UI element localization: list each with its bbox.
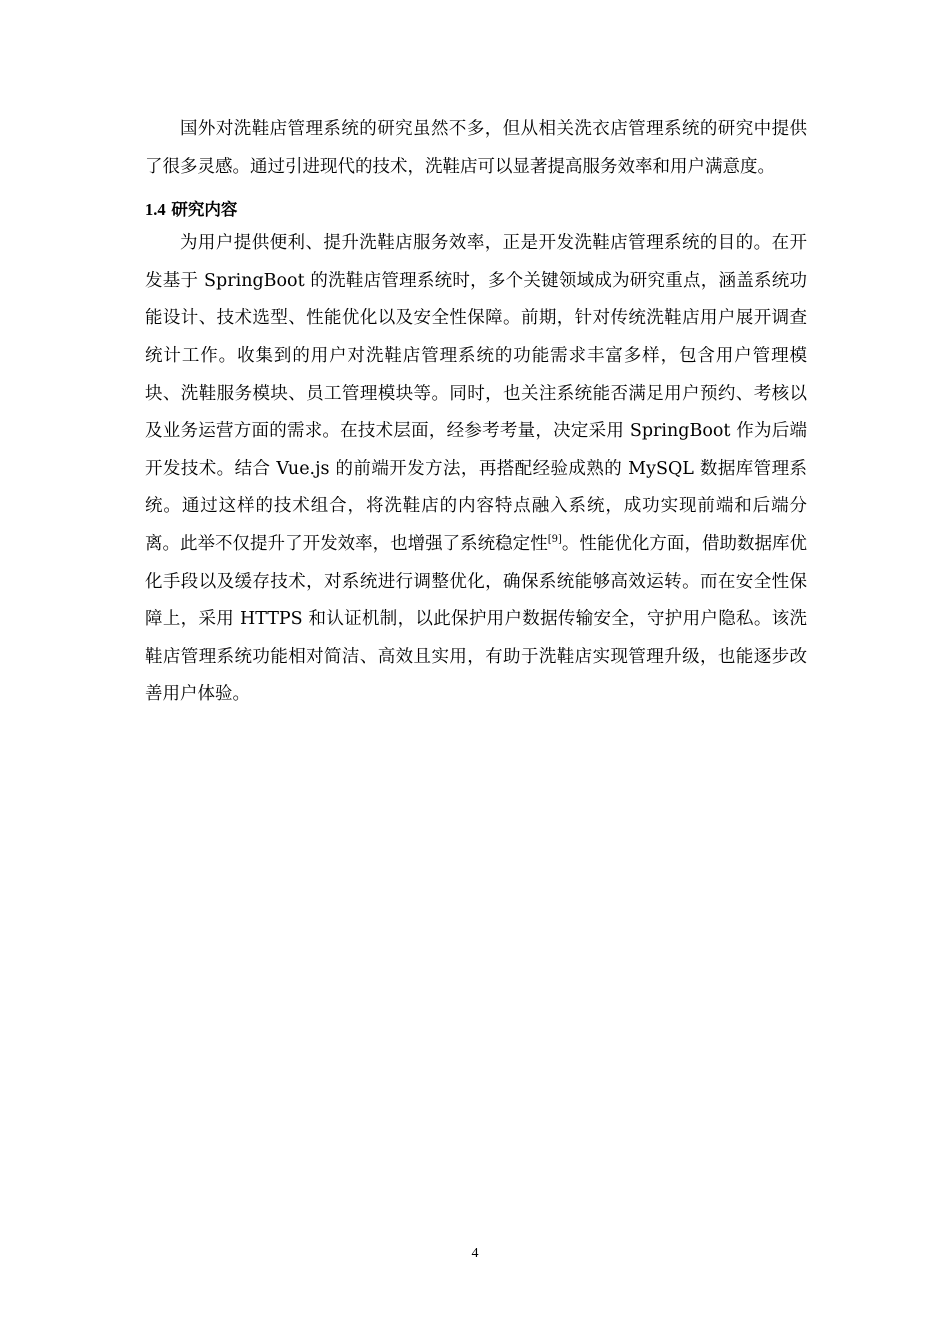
- intro-paragraph: 国外对洗鞋店管理系统的研究虽然不多，但从相关洗衣店管理系统的研究中提供了很多灵感。通过引进现代的技术，洗鞋店可以显著提高服务效率和用户满意度。: [145, 119, 807, 177]
- section-heading: [145, 195, 807, 225]
- section-number: 1.4: [145, 200, 166, 220]
- page-content: [145, 111, 807, 714]
- page-number: 4: [471, 1246, 479, 1261]
- body-text-part-1: 为用户提供便利、提升洗鞋店服务效率，正是开发洗鞋店管理系统的目的。在开发基于 SpringBoot 的洗鞋店管理系统时，多个关键领域成为研究重点，涵盖系统功能设计、技术选型、性能优化以及安全性保障。前期，针对传统洗鞋店用户展开调查统计工作。收集到的用户对洗鞋店管理系统的功能需求丰富多样，包含用户管理模块、洗鞋服务模块、员工管理模块等。同时，也关注系统能否满足用户预约、考核以及业务运营方面的需求。在技术层面，经参考考量，决定采用 SpringBoot 作为后端开发技术。结合 Vue.js 的前端开发方法，再搭配经验成熟的 MySQL 数据库管理系统。通过这样的技术组合，将洗鞋店的内容特点融入系统，成功实现前端和后端分离。此举不仅提升了开发效率，也增强了系统稳定性: [145, 233, 807, 554]
- citation-reference[interactable]: [9]: [547, 534, 562, 546]
- section-title: 研究内容: [171, 200, 238, 220]
- body-paragraph: [145, 225, 807, 714]
- body-text-part-2: 。性能优化方面，借助数据库优化手段以及缓存技术，对系统进行调整优化，确保系统能够高效运转。而在安全性保障上，采用 HTTPS 和认证机制，以此保护用户数据传输安全，守护用户隐私。该洗鞋店管理系统功能相对简洁、高效且实用，有助于洗鞋店实现管理升级，也能逐步改善用户体验。: [145, 533, 807, 705]
